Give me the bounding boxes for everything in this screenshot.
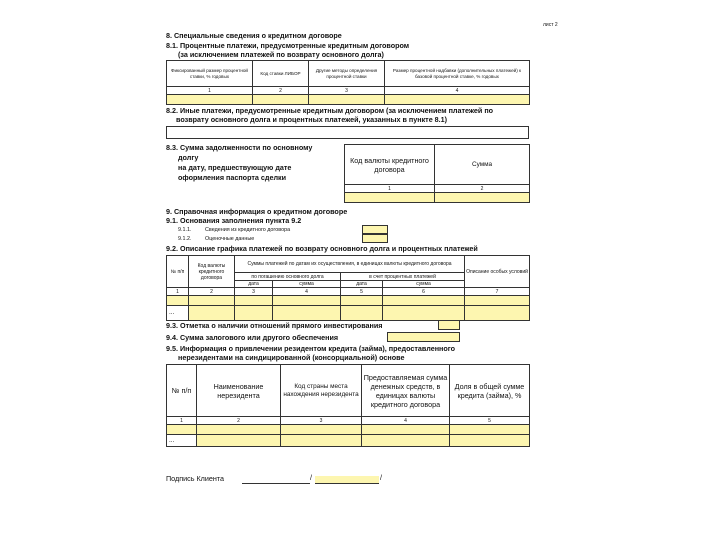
section-9-3-input[interactable]	[438, 320, 460, 330]
signature-name-field[interactable]	[315, 476, 379, 484]
table-8-1-colnum: 2	[253, 87, 309, 95]
table-9-5-colnum: 3	[281, 417, 362, 425]
table-9-2-input-cell[interactable]	[383, 296, 465, 306]
signature-slash: /	[310, 473, 312, 482]
table-9-2-header-currency: Код валюты кредитного договора	[189, 256, 235, 288]
section-9-3-title: 9.3. Отметка о наличии отношений прямого инвестирования	[166, 321, 383, 330]
table-9-2-input-cell[interactable]	[465, 306, 530, 321]
table-9-2-colnum: 2	[189, 288, 235, 296]
table-8-1-input-cell[interactable]	[253, 95, 309, 105]
section-8-2-input[interactable]	[166, 126, 529, 139]
table-8-3-colnum: 1	[345, 185, 435, 193]
page-number: лист 2	[543, 22, 558, 28]
table-9-2-colnum: 5	[341, 288, 383, 296]
table-9-2-header-interest: в счет процентных платежей	[341, 273, 465, 281]
section-9-1-2-label: Оценочные данные	[205, 236, 255, 242]
table-8-1-colnum: 1	[167, 87, 253, 95]
table-8-1-header: Размер процентной надбавки (дополнительных платежей) к базовой процентной ставке, % годовых	[385, 61, 530, 87]
table-9-5-input-cell[interactable]	[362, 435, 450, 447]
section-9-1-title: 9.1. Основания заполнения пункта 9.2	[166, 216, 302, 225]
table-9-5-input-cell[interactable]	[362, 425, 450, 435]
table-8-3-colnum: 2	[435, 185, 530, 193]
table-9-2	[166, 255, 530, 321]
table-9-2-header-principal: по погашению основного долга	[235, 273, 341, 281]
table-9-2-header-group: Суммы платежей по датам их осуществления, в единицах валюты кредитного договора	[235, 256, 465, 273]
table-8-3-input-cell[interactable]	[435, 193, 530, 203]
section-8-3-line2: долгу	[178, 153, 199, 162]
section-8-1-title: 8.1. Процентные платежи, предусмотренные кредитным договором	[166, 41, 410, 50]
section-8-2-subtitle: возврату основного долга и процентных платежей, указанных в пункте 8.1)	[176, 115, 448, 124]
section-9-title: 9. Справочная информация о кредитном договоре	[166, 207, 348, 216]
table-8-1-header: Код ставки ЛИБОР	[253, 61, 309, 87]
table-9-2-header-special: Описание особых условий	[465, 256, 530, 288]
section-9-4-input[interactable]	[387, 332, 460, 342]
section-9-1-1-label: Сведения из кредитного договора	[205, 227, 291, 233]
section-9-1-2-num: 9.1.2.	[178, 236, 192, 242]
section-8-3-line4: оформления паспорта сделки	[178, 173, 287, 182]
table-9-2-header-sum: сумма	[273, 281, 341, 288]
table-8-3-input-cell[interactable]	[345, 193, 435, 203]
section-9-2-title: 9.2. Описание графика платежей по возврату основного долга и процентных платежей	[166, 244, 478, 253]
signature-label: Подпись Клиента	[166, 474, 225, 483]
table-9-5-input-cell[interactable]	[167, 425, 197, 435]
section-9-5-subtitle: нерезидентами на синдицированной (консорциальной) основе	[178, 353, 405, 362]
table-9-5-colnum: 2	[197, 417, 281, 425]
section-8-3-title: 8.3. Сумма задолженности по основному	[166, 143, 313, 152]
table-9-5-header: Предоставляемая сумма денежных средств, в единицах валюты кредитного договора	[362, 365, 450, 417]
table-9-2-input-cell[interactable]	[273, 306, 341, 321]
section-8-3-line3: на дату, предшествующую дате	[178, 163, 292, 172]
table-9-2-input-cell[interactable]	[189, 296, 235, 306]
table-9-5-header: Код страны места нахождения нерезидента	[281, 365, 362, 417]
table-9-2-colnum: 6	[383, 288, 465, 296]
section-9-1-1-checkbox[interactable]	[362, 225, 388, 234]
table-8-1-colnum: 3	[309, 87, 385, 95]
section-9-1-2-checkbox[interactable]	[362, 234, 388, 243]
table-9-2-input-cell[interactable]	[341, 306, 383, 321]
table-9-2-header-sum: сумма	[383, 281, 465, 288]
table-9-5-header: Доля в общей сумме кредита (займа), %	[450, 365, 530, 417]
table-9-2-ellipsis: ...	[167, 306, 189, 321]
table-8-1-header: Другие методы определения процентной ставки	[309, 61, 385, 87]
table-9-5-input-cell[interactable]	[197, 435, 281, 447]
table-9-2-input-cell[interactable]	[235, 306, 273, 321]
table-9-2-header-date: дата	[341, 281, 383, 288]
table-9-5-input-cell[interactable]	[281, 425, 362, 435]
table-8-3-header-sum: Сумма	[435, 145, 530, 185]
table-9-2-input-cell[interactable]	[465, 296, 530, 306]
table-8-1-header: Фиксированный размер процентной ставки, % годовых	[167, 61, 253, 87]
signature-slash: /	[380, 473, 382, 482]
table-8-1-input-cell[interactable]	[167, 95, 253, 105]
table-9-5-input-cell[interactable]	[450, 425, 530, 435]
section-8-title: 8. Специальные сведения о кредитном договоре	[166, 31, 342, 40]
table-9-2-colnum: 3	[235, 288, 273, 296]
table-8-1	[166, 60, 530, 105]
table-9-5-input-cell[interactable]	[281, 435, 362, 447]
table-9-2-input-cell[interactable]	[273, 296, 341, 306]
table-9-5-colnum: 5	[450, 417, 530, 425]
section-8-1-subtitle: (за исключением платежей по возврату основного долга)	[178, 50, 384, 59]
table-8-3	[344, 144, 530, 203]
section-9-5-title: 9.5. Информация о привлечении резидентом кредита (займа), предоставленного	[166, 344, 456, 353]
table-9-5-ellipsis: ...	[167, 435, 197, 447]
table-9-5-colnum: 1	[167, 417, 197, 425]
table-9-2-input-cell[interactable]	[383, 306, 465, 321]
table-9-5-header: № п/п	[167, 365, 197, 417]
table-9-2-header-num: № п/п	[167, 256, 189, 288]
section-9-4-title: 9.4. Сумма залогового или другого обеспечения	[166, 333, 339, 342]
section-8-2-title: 8.2. Иные платежи, предусмотренные кредитным договором (за исключением платежей по	[166, 106, 494, 115]
table-9-5-input-cell[interactable]	[197, 425, 281, 435]
table-9-5	[166, 364, 530, 447]
table-9-2-colnum: 1	[167, 288, 189, 296]
table-9-5-colnum: 4	[362, 417, 450, 425]
table-9-5-header: Наименование нерезидента	[197, 365, 281, 417]
table-9-2-input-cell[interactable]	[235, 296, 273, 306]
table-9-2-colnum: 4	[273, 288, 341, 296]
table-8-1-input-cell[interactable]	[385, 95, 530, 105]
table-8-1-input-cell[interactable]	[309, 95, 385, 105]
table-9-2-input-cell[interactable]	[189, 306, 235, 321]
table-9-2-header-date: дата	[235, 281, 273, 288]
table-9-2-input-cell[interactable]	[341, 296, 383, 306]
table-9-2-input-cell[interactable]	[167, 296, 189, 306]
section-9-1-1-num: 9.1.1.	[178, 227, 192, 233]
signature-line[interactable]	[242, 475, 310, 484]
table-8-3-header-currency: Код валюты кредитного договора	[345, 145, 435, 185]
table-8-1-colnum: 4	[385, 87, 530, 95]
table-9-2-colnum: 7	[465, 288, 530, 296]
table-9-5-input-cell[interactable]	[450, 435, 530, 447]
